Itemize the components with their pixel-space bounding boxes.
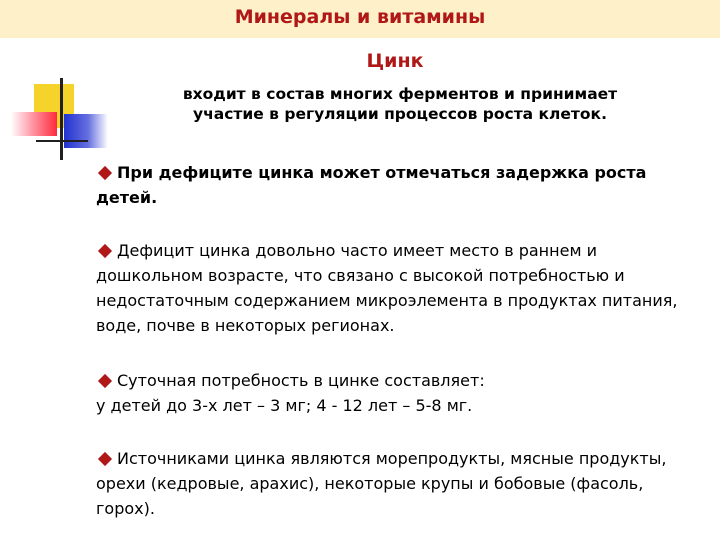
paragraph-text: При дефиците цинка может отмечаться задержка роста детей. [96, 163, 647, 207]
bullet-paragraph-sources [96, 446, 706, 521]
diamond-bullet-icon [98, 243, 112, 257]
vertical-line-shape [60, 78, 63, 160]
paragraph-line-1: Суточная потребность в цинке составляет: [117, 371, 485, 390]
paragraph-text: Дефицит цинка довольно часто имеет место в раннем и дошкольном возрасте, что связано с высокой потребностью и недостаточным содержанием микроэлемента в продуктах питания, воде, почве в некоторых регионах. [96, 241, 678, 335]
intro-text [100, 84, 700, 124]
paragraph-line-2: у детей до 3-х лет – 3 мг; 4 - 12 лет – 5-8 мг. [96, 396, 473, 415]
bullet-paragraph-early-age [96, 238, 706, 338]
intro-line-2: участие в регуляции процессов роста клеток. [193, 105, 607, 123]
paragraph-text: Источниками цинка являются морепродукты, мясные продукты, орехи (кедровые, арахис), некоторые крупы и бобовые (фасоль, горох). [96, 449, 667, 518]
intro-line-1: входит в состав многих ферментов и принимает [182, 85, 618, 103]
page-title: Минералы и витамины [234, 6, 486, 28]
red-gradient-shape [11, 112, 57, 136]
bullet-paragraph-deficiency [96, 160, 706, 210]
diamond-bullet-icon [98, 451, 112, 465]
bullet-paragraph-daily-need [96, 368, 706, 418]
section-subtitle: Цинк [366, 50, 424, 72]
diamond-bullet-icon [98, 373, 112, 387]
diamond-bullet-icon [98, 165, 112, 179]
horizontal-line-shape [36, 140, 88, 142]
